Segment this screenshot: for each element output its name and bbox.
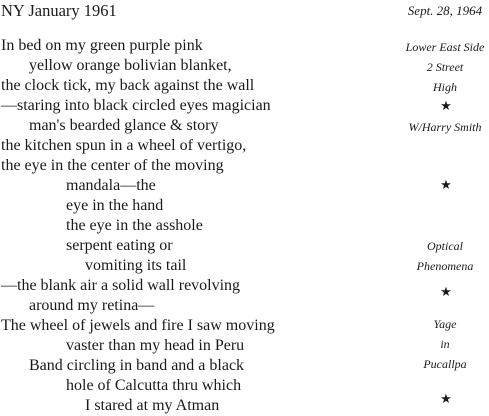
margin-note: Optical [427, 239, 463, 253]
star-icon: ★ [440, 284, 452, 299]
poem-line: hole of Calcutta thru which [66, 377, 242, 394]
margin-note: Pucallpa [423, 357, 467, 371]
margin-note: 2 Street [426, 60, 464, 74]
poem-line: In bed on my green purple pink [1, 37, 203, 54]
poem-line: the kitchen spun in a wheel of vertigo, [1, 137, 247, 154]
poem-line: mandala—the [66, 177, 156, 194]
poem-line: —staring into black circled eyes magician [1, 97, 271, 114]
star-icon: ★ [440, 98, 452, 113]
star-icon: ★ [440, 177, 452, 192]
poem-line: around my retina— [29, 297, 155, 314]
poem-line: vomiting its tail [85, 257, 187, 274]
poem-line: yellow orange bolivian blanket, [29, 57, 232, 74]
margin-note: Phenomena [416, 259, 474, 273]
poem-line: serpent eating or [66, 237, 173, 254]
margin-note: Lower East Side [405, 40, 485, 54]
poem-line: Band circling in band and a black [29, 357, 245, 374]
date-note: Sept. 28, 1964 [407, 3, 483, 18]
poem-line: The wheel of jewels and fire I saw moving [1, 317, 275, 334]
poem-line: eye in the hand [66, 197, 164, 214]
poem-line: I stared at my Atman [85, 397, 220, 414]
poem-line: man's bearded glance & story [29, 117, 219, 134]
star-icon: ★ [440, 391, 452, 406]
poem-line: vaster than my head in Peru [66, 337, 245, 354]
poem-line: the eye in the asshole [66, 217, 203, 234]
margin-note: in [440, 337, 450, 351]
poem-line: the clock tick, my back against the wall [1, 77, 255, 94]
poem-line: —the blank air a solid wall revolving [1, 277, 241, 294]
margin-note: Yage [433, 317, 457, 331]
poem-title: NY January 1961 [1, 1, 117, 20]
margin-note: High [433, 80, 457, 94]
poem-line: the eye in the center of the moving [1, 157, 224, 174]
margin-note: W/Harry Smith [408, 120, 482, 134]
